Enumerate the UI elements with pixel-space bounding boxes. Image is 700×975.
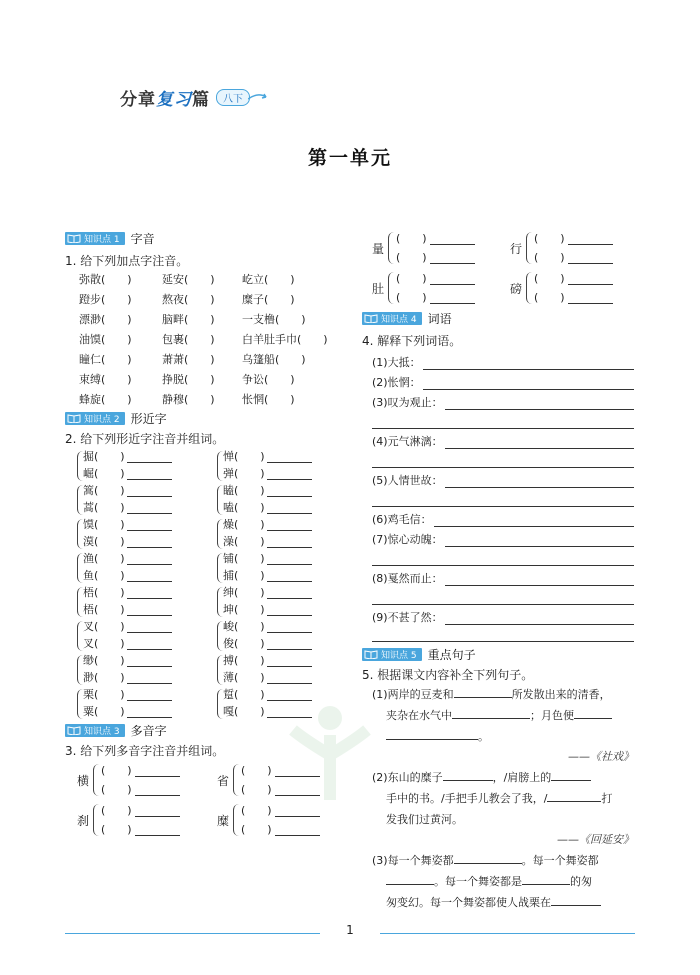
pair-char: 澡 xyxy=(223,535,234,548)
q4-list xyxy=(372,350,634,642)
pair-char: 渔 xyxy=(83,552,94,565)
pair-char: 俊 xyxy=(223,637,234,650)
word-item: (9)不甚了然： xyxy=(372,605,634,625)
q1-item: 萧萧( ) xyxy=(162,353,215,366)
kp-badge-label: 知识点 2 xyxy=(84,414,120,425)
poly-char: 肚 xyxy=(372,281,385,296)
pair-char: 鱼 xyxy=(83,569,94,582)
q1-item: 熬夜( ) xyxy=(162,293,215,306)
q1-item: 争讼( ) xyxy=(242,373,295,386)
pair-char: 漠 xyxy=(83,535,94,548)
poly-item: 糜 ( ) ( ) xyxy=(217,800,357,840)
book-icon xyxy=(67,414,81,423)
char-pair: 篙 ( ) 蒿 ( ) xyxy=(77,482,217,516)
book-icon xyxy=(67,726,81,735)
char-pair: 梧 ( ) 梧 ( ) xyxy=(77,584,217,618)
question-1: 1. 给下列加点字注音。 xyxy=(65,254,189,268)
header-part1: 分章 xyxy=(120,89,156,110)
pair-char: 嗑 xyxy=(223,501,234,514)
source: ——《社戏》 xyxy=(568,750,634,763)
char-pair: 叉 ( ) 叉 ( ) xyxy=(77,618,217,652)
char-pair: 绅 ( ) 坤 ( ) xyxy=(217,584,357,618)
q1-item: 延安( ) xyxy=(162,273,215,286)
q1-item: 白羊肚手巾( ) xyxy=(242,333,328,346)
pair-char: 铺 xyxy=(223,552,234,565)
header-part2: 复习 xyxy=(156,89,192,110)
q1-item: 挣脱( ) xyxy=(162,373,215,386)
question-4: 4. 解释下列词语。 xyxy=(362,334,462,348)
q1-item: 蹬步( ) xyxy=(79,293,132,306)
word-item: (1)大抵： xyxy=(372,350,634,370)
q1-item: 屹立( ) xyxy=(242,273,295,286)
char-pair: 瞌 ( ) 嗑 ( ) xyxy=(217,482,357,516)
pair-char: 弹 xyxy=(223,467,234,480)
watermark-logo xyxy=(285,700,375,810)
sentence-1: (1)两岸的豆麦和 所发散出来的清香， xyxy=(372,684,634,705)
kp-badge-label: 知识点 5 xyxy=(381,650,417,661)
section-header xyxy=(120,84,270,110)
word-item: (7)惊心动魄： xyxy=(372,527,634,547)
kp-badge-label: 知识点 1 xyxy=(84,234,120,245)
question-2: 2. 给下列形近字注音并组词。 xyxy=(65,432,225,446)
q1-item: 束缚( ) xyxy=(79,373,132,386)
book-icon xyxy=(364,314,378,323)
poly-char: 糜 xyxy=(217,813,230,828)
knowledge-point-2 xyxy=(65,410,340,426)
pair-char: 惮 xyxy=(223,450,234,463)
q1-item: 蜂旋( ) xyxy=(79,393,132,406)
poly-char: 磅 xyxy=(510,281,523,296)
q1-item: 一支橹( ) xyxy=(242,313,306,326)
question-3: 3. 给下列多音字注音并组词。 xyxy=(65,744,225,758)
word-item: (2)怅惘： xyxy=(372,370,634,390)
knowledge-point-1 xyxy=(65,230,340,246)
pair-char: 薄 xyxy=(223,671,234,684)
word-item: (8)戛然而止： xyxy=(372,566,634,586)
q1-item: 静穆( ) xyxy=(162,393,215,406)
pair-char: 栗 xyxy=(83,688,94,701)
poly-item: 磅 ( ) ( ) xyxy=(510,268,644,308)
pair-char: 缈 xyxy=(83,654,94,667)
q1-item: 弥散( ) xyxy=(79,273,132,286)
poly-item: 量 ( ) ( ) xyxy=(372,228,510,268)
poly-char: 行 xyxy=(510,241,523,256)
poly-continued xyxy=(372,228,634,308)
poly-item: 横 ( ) ( ) xyxy=(77,760,217,800)
kp-name: 字音 xyxy=(130,231,155,246)
poly-char: 刹 xyxy=(77,813,90,828)
pair-char: 踅 xyxy=(223,688,234,701)
char-pair: 馍 ( ) 漠 ( ) xyxy=(77,516,217,550)
question-5: 5. 根据课文内容补全下列句子。 xyxy=(362,668,534,682)
sentence-3: (3)每一个舞姿都 。每一个舞姿都 xyxy=(372,850,634,871)
word-item: (6)鸡毛信： xyxy=(372,507,634,527)
pair-char: 梧 xyxy=(83,586,94,599)
pair-char: 捕 xyxy=(223,569,234,582)
page-footer xyxy=(65,923,635,938)
q1-item: 油馍( ) xyxy=(79,333,132,346)
q1-item: 乌篷船( ) xyxy=(242,353,306,366)
q1-item: 怅惘( ) xyxy=(242,393,295,406)
grade-badge: 八下 xyxy=(216,89,250,106)
q1-item: 糜子( ) xyxy=(242,293,295,306)
knowledge-point-4 xyxy=(362,310,634,326)
word-item: (4)元气淋漓： xyxy=(372,429,634,449)
unit-title: 第一单元 xyxy=(307,147,392,169)
pair-char: 嘎 xyxy=(223,705,234,718)
pair-char: 叉 xyxy=(83,620,94,633)
source: ——《回延安》 xyxy=(557,833,634,846)
char-pair: 缈 ( ) 渺 ( ) xyxy=(77,652,217,686)
q1-item: 瞳仁( ) xyxy=(79,353,132,366)
pair-char: 篙 xyxy=(83,484,94,497)
char-pair: 踅 ( ) 嘎 ( ) xyxy=(217,686,357,720)
arrow-icon xyxy=(248,92,270,102)
char-pair: 惮 ( ) 弹 ( ) xyxy=(217,448,357,482)
pair-char: 瞌 xyxy=(223,484,234,497)
knowledge-point-5 xyxy=(362,646,634,662)
sentence-2: (2)东山的糜子 ，/肩膀上的 xyxy=(372,767,634,788)
char-pair: 燥 ( ) 澡 ( ) xyxy=(217,516,357,550)
pair-char: 绅 xyxy=(223,586,234,599)
pair-char: 峻 xyxy=(223,620,234,633)
kp-name: 形近字 xyxy=(130,411,167,426)
q1-item: 包裹( ) xyxy=(162,333,215,346)
word-item: (3)叹为观止： xyxy=(372,390,634,410)
kp-badge-label: 知识点 4 xyxy=(381,314,417,325)
pair-char: 燥 xyxy=(223,518,234,531)
q5-sentences: (1)两岸的豆麦和 所发散出来的清香， 夹杂在水气中 ；月色便 。 ——《社戏》 (2)东山的糜子 ，/肩膀上的 手中的书。/手把手儿教会了我，/ 打 发我们过黄河。 ——《回延安》 (3)每一个舞姿都 。每一个舞姿都 。每一个舞姿都是 的匆 匆变幻。每一个舞姿都使人战栗在 xyxy=(372,684,634,913)
word-item: (5)人情世故： xyxy=(372,468,634,488)
kp-badge-label: 知识点 3 xyxy=(84,726,120,737)
pair-char: 坤 xyxy=(223,603,234,616)
char-pair: 铺 ( ) 捕 ( ) xyxy=(217,550,357,584)
pair-char: 渺 xyxy=(83,671,94,684)
char-pair: 栗 ( ) 粟 ( ) xyxy=(77,686,217,720)
pair-char: 梧 xyxy=(83,603,94,616)
q1-item: 漂渺( ) xyxy=(79,313,132,326)
kp-name: 多音字 xyxy=(130,723,167,738)
pair-char: 掘 xyxy=(83,450,94,463)
q2-grid xyxy=(77,448,340,720)
pair-char: 粟 xyxy=(83,705,94,718)
q1-item: 脑畔( ) xyxy=(162,313,215,326)
pair-char: 馍 xyxy=(83,518,94,531)
header-part3: 篇 xyxy=(192,89,210,110)
pair-char: 叉 xyxy=(83,637,94,650)
page-number: 1 xyxy=(346,923,354,937)
char-pair: 搏 ( ) 薄 ( ) xyxy=(217,652,357,686)
char-pair: 峻 ( ) 俊 ( ) xyxy=(217,618,357,652)
poly-item: 肚 ( ) ( ) xyxy=(372,268,510,308)
kp-name: 词语 xyxy=(427,311,452,326)
poly-item: 省 ( ) ( ) xyxy=(217,760,357,800)
q1-grid xyxy=(79,270,340,410)
char-pair: 渔 ( ) 鱼 ( ) xyxy=(77,550,217,584)
kp-name: 重点句子 xyxy=(427,647,476,662)
char-pair: 掘 ( ) 崛 ( ) xyxy=(77,448,217,482)
poly-char: 省 xyxy=(217,773,230,788)
pair-char: 蒿 xyxy=(83,501,94,514)
pair-char: 搏 xyxy=(223,654,234,667)
book-icon xyxy=(67,234,81,243)
right-column xyxy=(362,228,634,913)
poly-item: 刹 ( ) ( ) xyxy=(77,800,217,840)
poly-char: 横 xyxy=(77,773,90,788)
poly-char: 量 xyxy=(372,241,385,256)
pair-char: 崛 xyxy=(83,467,94,480)
poly-item: 行 ( ) ( ) xyxy=(510,228,644,268)
book-icon xyxy=(364,650,378,659)
